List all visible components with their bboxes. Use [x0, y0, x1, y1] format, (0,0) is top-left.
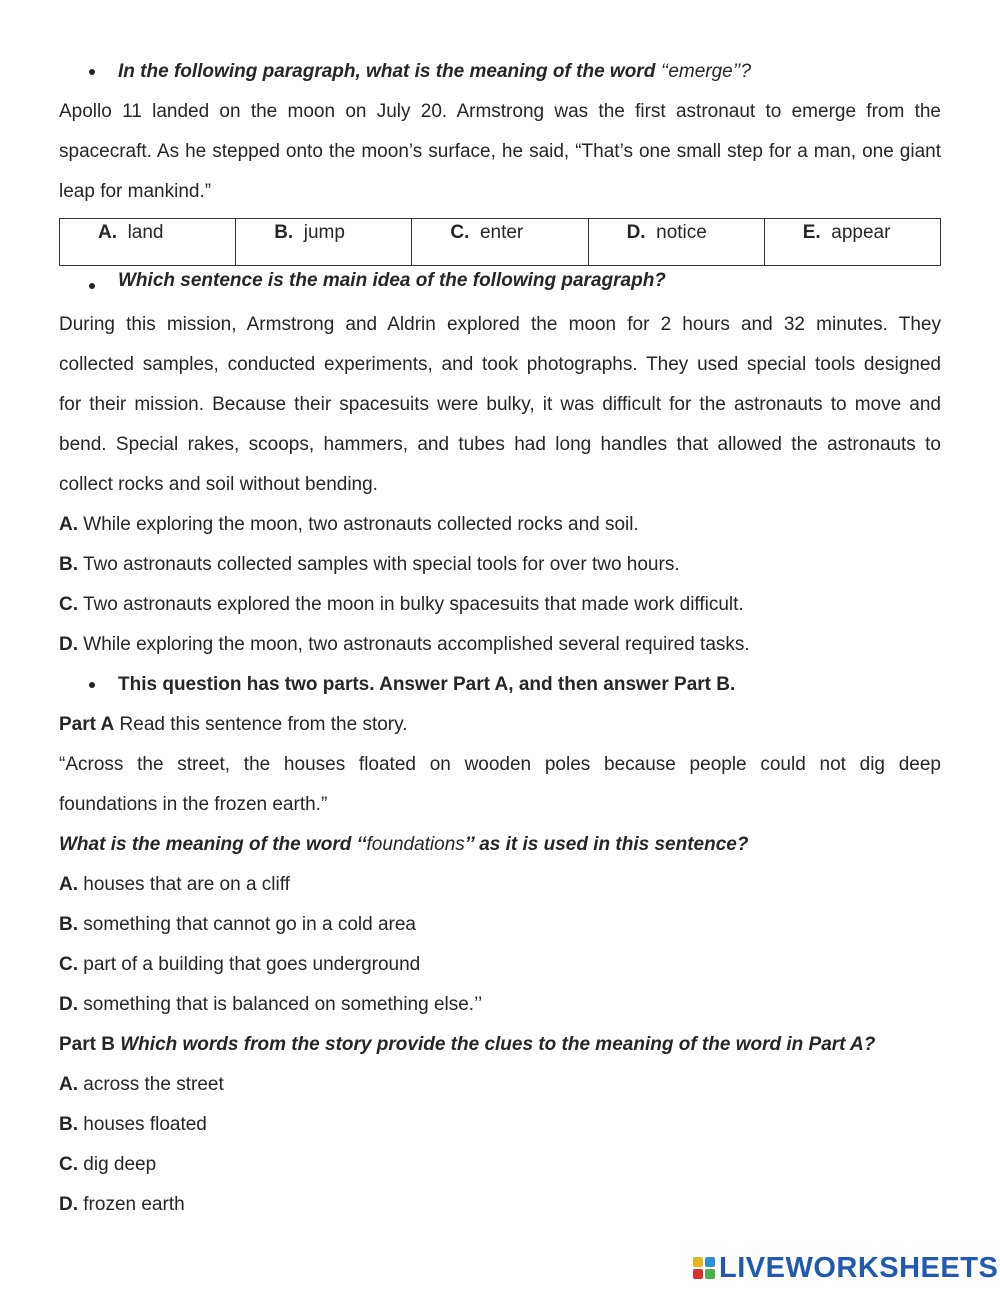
q3a-choice-c[interactable] — [59, 945, 941, 985]
option-text: notice — [656, 222, 707, 243]
choice-letter: C. — [59, 1154, 78, 1175]
q1-paragraph-line: spacecraft. As he stepped onto the moon’s surface, he said, “That’s one small step for a man, one giant — [59, 141, 941, 162]
q1-prompt-word: ‘‘emerge’’? — [660, 61, 752, 82]
option-text: enter — [479, 222, 524, 243]
choice-text: While exploring the moon, two astronauts accomplished several required tasks. — [83, 634, 750, 655]
q2-paragraph-line: bend. Special rakes, scoops, hammers, and tubes had long handles that allowed the astronauts to — [59, 434, 941, 455]
q2-paragraph-line: During this mission, Armstrong and Aldrin explored the moon for 2 hours and 32 minutes. They — [59, 314, 941, 335]
q1-option-a[interactable] — [60, 219, 236, 266]
choice-letter: B. — [59, 914, 78, 935]
choice-text: While exploring the moon, two astronauts collected rocks and soil. — [83, 514, 639, 535]
option-letter: E. — [802, 222, 821, 243]
q1-prompt-text: In the following paragraph, what is the meaning of the word — [118, 61, 661, 82]
part-a-question-before: What is the meaning of the word ‘‘ — [59, 834, 367, 855]
option-letter: A. — [98, 222, 117, 243]
q1-options-table — [59, 218, 941, 266]
choice-text: Two astronauts explored the moon in bulky spacesuits that made work difficult. — [82, 594, 744, 615]
q3a-choice-d[interactable] — [59, 985, 941, 1025]
q2-choice-b[interactable] — [59, 545, 941, 585]
choice-letter: A. — [59, 874, 78, 895]
option-text: land — [127, 222, 164, 243]
q3-quote-line: “Across the street, the houses floated on wooden poles because people could not dig deep — [59, 754, 941, 775]
choice-text: dig deep — [83, 1154, 157, 1175]
q1-paragraph — [59, 92, 941, 212]
q1-option-e[interactable] — [764, 219, 940, 266]
part-b-label: Part B — [59, 1034, 115, 1055]
logo-square — [705, 1269, 715, 1279]
q3a-choice-b[interactable] — [59, 905, 941, 945]
logo-text: LIVEWORKSHEETS — [719, 1251, 999, 1284]
q3-quote-line: foundations in the frozen earth.” — [59, 794, 328, 815]
q3-quote — [59, 745, 941, 825]
q3b-choice-d[interactable] — [59, 1185, 941, 1225]
q3b-choice-a[interactable] — [59, 1065, 941, 1105]
q3-prompt-text: This question has two parts. Answer Part A, and then answer Part B. — [118, 674, 736, 695]
choice-text: houses floated — [83, 1114, 207, 1135]
q2-paragraph-line: for their mission. Because their spacesuits were bulky, it was difficult for the astronauts to move and — [59, 394, 941, 415]
q1-option-d[interactable] — [588, 219, 764, 266]
part-a-question-after: ’’ as it is used in this sentence? — [464, 834, 749, 855]
q1-paragraph-line: Apollo 11 landed on the moon on July 20. Armstrong was the first astronaut to emerge from the — [59, 101, 941, 122]
choice-letter: B. — [59, 1114, 78, 1135]
q2-choice-a[interactable] — [59, 505, 941, 545]
option-text: jump — [303, 222, 345, 243]
choice-text: across the street — [83, 1074, 224, 1095]
q1-option-b[interactable] — [236, 219, 412, 266]
q3-part-a-question — [59, 825, 941, 865]
choice-letter: C. — [59, 594, 78, 615]
q2-paragraph-line: collected samples, conducted experiments, and took photographs. They used special tools designed — [59, 354, 941, 375]
part-a-label: Part A — [59, 714, 115, 735]
choice-letter: B. — [59, 554, 78, 575]
q1-prompt — [59, 52, 941, 92]
choice-letter: A. — [59, 514, 78, 535]
choice-text: something that cannot go in a cold area — [83, 914, 417, 935]
q2-prompt-text: Which sentence is the main idea of the following paragraph? — [118, 270, 666, 291]
logo-square — [705, 1257, 715, 1267]
worksheet-page — [59, 52, 941, 1225]
choice-text: Two astronauts collected samples with special tools for over two hours. — [82, 554, 680, 575]
q2-paragraph — [59, 305, 941, 505]
option-text: appear — [831, 222, 891, 243]
choice-letter: C. — [59, 954, 78, 975]
logo-square — [693, 1257, 703, 1267]
choice-text: frozen earth — [83, 1194, 185, 1215]
q3a-choice-a[interactable] — [59, 865, 941, 905]
q2-prompt — [59, 266, 941, 296]
logo-mark-icon — [693, 1257, 715, 1279]
choice-letter: D. — [59, 994, 78, 1015]
choice-text: houses that are on a cliff — [83, 874, 290, 895]
q3b-choice-b[interactable] — [59, 1105, 941, 1145]
choice-letter: D. — [59, 1194, 78, 1215]
part-a-text: Read this sentence from the story. — [119, 714, 408, 735]
choice-letter: D. — [59, 634, 78, 655]
q3-part-a — [59, 705, 941, 745]
q3-prompt — [59, 665, 941, 705]
option-letter: B. — [274, 222, 294, 243]
liveworksheets-logo[interactable] — [693, 1251, 998, 1285]
choice-text: something that is balanced on something else.’’ — [83, 994, 483, 1015]
logo-square — [693, 1269, 703, 1279]
part-b-question-text: Which words from the story provide the clues to the meaning of the word in Part A? — [120, 1034, 876, 1055]
part-a-question-word: foundations — [366, 834, 465, 855]
option-letter: C. — [450, 222, 470, 243]
q2-paragraph-line: collect rocks and soil without bending. — [59, 474, 378, 495]
choice-letter: A. — [59, 1074, 78, 1095]
q1-paragraph-line: leap for mankind.” — [59, 181, 212, 202]
option-letter: D. — [626, 222, 646, 243]
q1-option-c[interactable] — [412, 219, 588, 266]
choice-text: part of a building that goes underground — [83, 954, 421, 975]
q3b-choice-c[interactable] — [59, 1145, 941, 1185]
q3-part-b-question — [59, 1025, 941, 1065]
q2-choice-c[interactable] — [59, 585, 941, 625]
q2-choice-d[interactable] — [59, 625, 941, 665]
